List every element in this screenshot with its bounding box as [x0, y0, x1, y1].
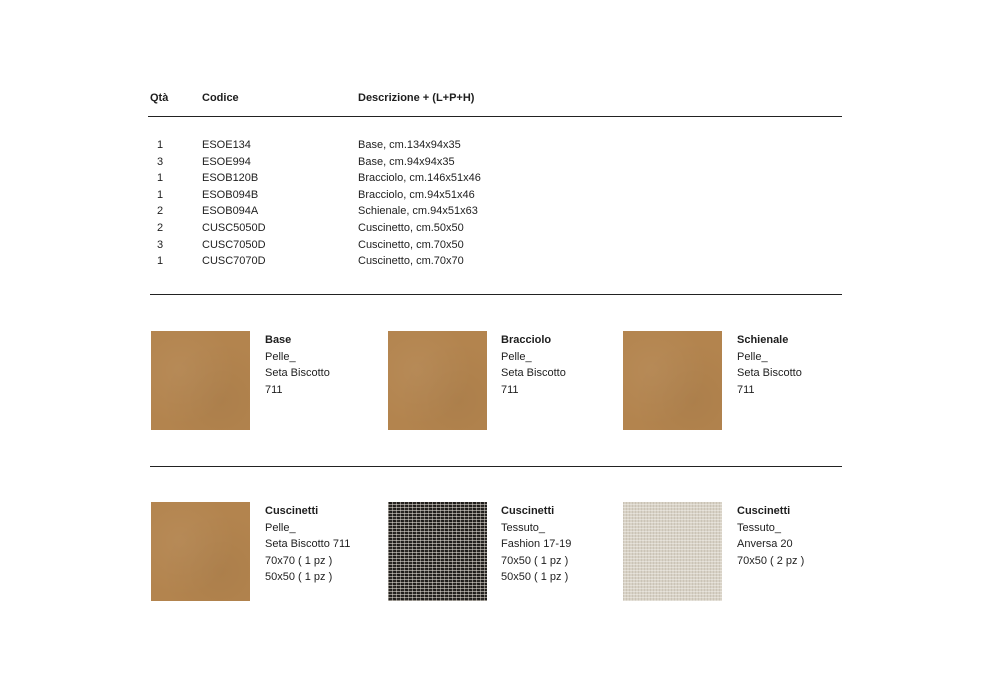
linen-fabric-swatch [623, 502, 722, 601]
swatch-title: Bracciolo [501, 334, 552, 346]
row-code: CUSC7050D [202, 238, 266, 251]
row-description: Bracciolo, cm.94x51x46 [358, 188, 475, 201]
swatch-line: Pelle_ [501, 350, 532, 363]
section-divider [150, 466, 842, 467]
swatch-line: Pelle_ [265, 350, 296, 363]
row-qty: 2 [156, 205, 164, 218]
row-qty: 1 [156, 172, 164, 185]
row-description: Base, cm.134x94x35 [358, 139, 461, 151]
swatch-line: 711 [265, 383, 283, 396]
leather-swatch [623, 331, 722, 430]
swatch-line: 70x50 ( 1 pz ) [501, 554, 569, 567]
table-row [0, 189, 1000, 206]
section-divider [150, 294, 842, 295]
swatch-line: Fashion 17-19 [501, 538, 572, 550]
swatch-line: Anversa 20 [737, 538, 793, 550]
swatch-line: 70x50 ( 2 pz ) [737, 554, 805, 567]
swatch-line: 711 [737, 383, 755, 396]
row-qty: 1 [156, 139, 164, 151]
row-qty: 2 [156, 221, 164, 234]
swatch-line: Seta Biscotto 711 [265, 538, 351, 550]
swatch-line: Pelle_ [265, 521, 296, 534]
table-row [0, 172, 1000, 189]
row-qty: 1 [156, 255, 164, 268]
row-code: CUSC7070D [202, 255, 266, 268]
swatch-line: Seta Biscotto [501, 367, 566, 379]
swatch-info [501, 503, 571, 586]
row-description: Base, cm.94x94x35 [358, 155, 455, 168]
row-code: ESOB094B [202, 188, 259, 201]
swatch-title: Schienale [737, 334, 789, 346]
row-description: Cuscinetto, cm.50x50 [358, 221, 464, 234]
table-row [0, 239, 1000, 256]
row-description: Bracciolo, cm.146x51x46 [358, 172, 481, 185]
swatch-title: Cuscinetti [265, 505, 319, 517]
table-header [0, 92, 1000, 108]
swatch-title: Cuscinetti [501, 505, 555, 517]
row-description: Schienale, cm.94x51x63 [358, 205, 478, 218]
swatch-line: Pelle_ [737, 350, 768, 363]
row-description: Cuscinetto, cm.70x50 [358, 238, 464, 251]
table-row [0, 222, 1000, 239]
swatch-info [737, 332, 802, 398]
leather-swatch [151, 331, 250, 430]
header-description: Descrizione + (L+P+H) [358, 92, 475, 104]
swatch-title: Cuscinetti [737, 505, 791, 517]
swatch-line: 50x50 ( 1 pz ) [265, 571, 333, 583]
tweed-fabric-swatch [388, 502, 487, 601]
row-qty: 3 [156, 155, 164, 168]
row-code: ESOB120B [202, 172, 259, 185]
row-qty: 1 [156, 188, 164, 201]
swatch-line: Tessuto_ [501, 521, 546, 534]
header-code: Codice [202, 92, 239, 104]
header-qty: Qtà [150, 92, 169, 104]
row-code: ESOB094A [202, 205, 259, 218]
row-description: Cuscinetto, cm.70x70 [358, 255, 464, 268]
swatch-line: 711 [501, 383, 519, 396]
swatch-line: 50x50 ( 1 pz ) [501, 571, 569, 583]
header-divider [148, 116, 842, 117]
leather-swatch [151, 502, 250, 601]
swatch-info [501, 332, 566, 398]
swatch-info [737, 503, 804, 569]
row-qty: 3 [156, 238, 164, 251]
swatch-line: Seta Biscotto [265, 367, 330, 379]
swatch-title: Base [265, 334, 292, 346]
row-code: ESOE994 [202, 155, 251, 168]
row-code: ESOE134 [202, 139, 251, 151]
swatch-info [265, 332, 330, 398]
row-code: CUSC5050D [202, 221, 266, 234]
table-row [0, 139, 1000, 156]
parts-table [0, 139, 1000, 272]
table-row [0, 156, 1000, 173]
swatch-line: Tessuto_ [737, 521, 782, 534]
table-row [0, 205, 1000, 222]
swatch-line: Seta Biscotto [737, 367, 802, 379]
table-row [0, 255, 1000, 272]
swatch-info [265, 503, 350, 586]
leather-swatch [388, 331, 487, 430]
swatch-line: 70x70 ( 1 pz ) [265, 554, 333, 567]
